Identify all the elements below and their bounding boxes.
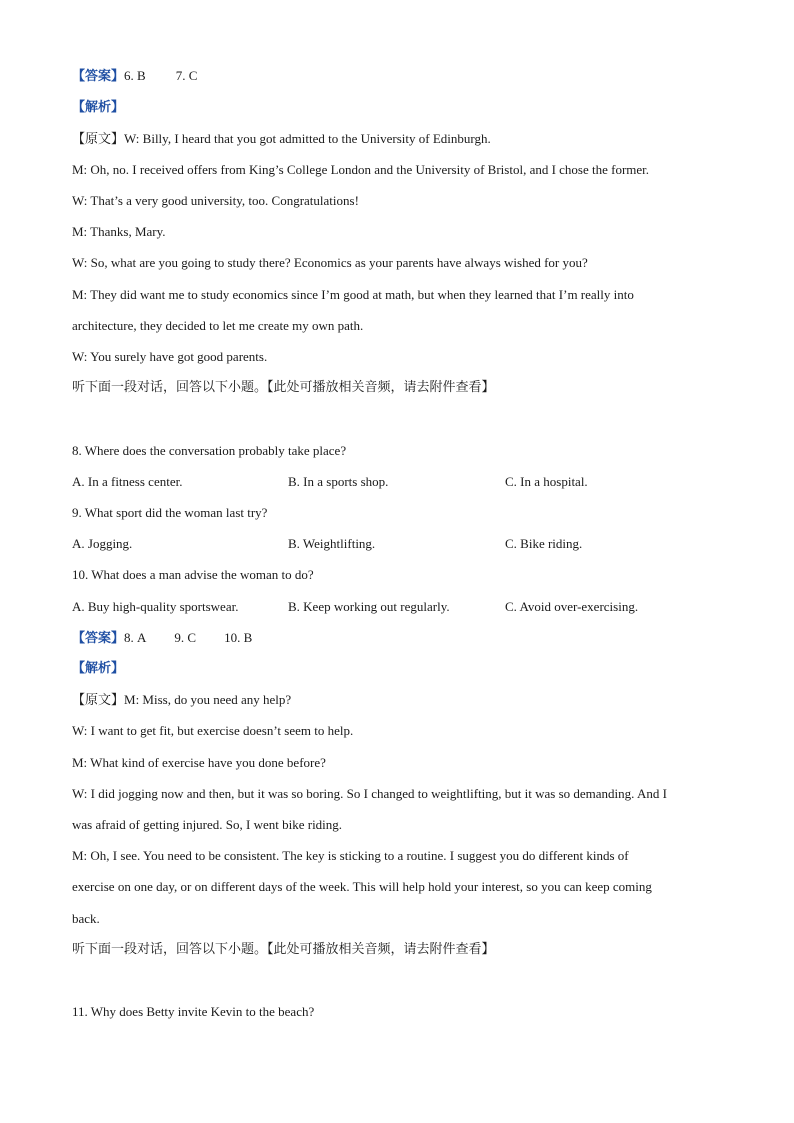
option-a: A. Jogging. xyxy=(72,536,133,551)
option-c: C. In a hospital. xyxy=(505,474,588,489)
analysis-label: 【解析】 xyxy=(72,661,125,676)
transcript-line xyxy=(72,131,491,148)
listening-instruction: 听下面一段对话，回答以下小题。【此处可播放相关音频，请去附件查看】 xyxy=(72,380,495,395)
transcript-line: M: Thanks, Mary. xyxy=(72,224,166,239)
answer-row-6-7 xyxy=(72,68,197,85)
answer-label: 【答案】 xyxy=(72,631,125,646)
transcript-line: architecture, they decided to let me create my own path. xyxy=(72,318,364,333)
option-a: A. In a fitness center. xyxy=(72,474,183,489)
answer-row-8-10 xyxy=(72,630,252,647)
transcript-line: M: Oh, I see. You need to be consistent. The key is sticking to a routine. I suggest you do different kinds of xyxy=(72,848,629,863)
answer-10: 10. B xyxy=(224,630,253,645)
answer-7: 7. C xyxy=(175,68,198,83)
answer-label: 【答案】 xyxy=(72,69,125,84)
answer-6: 6. B xyxy=(124,68,146,83)
transcript-line: W: I want to get fit, but exercise doesn’t seem to help. xyxy=(72,723,354,738)
option-c: C. Avoid over-exercising. xyxy=(505,599,639,614)
question-9-stem: 9. What sport did the woman last try? xyxy=(72,505,268,520)
question-11-stem: 11. Why does Betty invite Kevin to the beach? xyxy=(72,1004,315,1019)
question-10-stem: 10. What does a man advise the woman to do? xyxy=(72,567,314,582)
answer-8: 8. A xyxy=(124,630,147,645)
transcript-line: M: What kind of exercise have you done before? xyxy=(72,755,326,770)
transcript-line: M: They did want me to study economics since I’m good at math, but when they learned that I’m really into xyxy=(72,287,634,302)
transcript-line: W: So, what are you going to study there? Economics as your parents have always wished for you? xyxy=(72,255,588,270)
transcript-line: W: You surely have got good parents. xyxy=(72,349,268,364)
original-label: 【原文】 xyxy=(72,132,125,147)
option-a: A. Buy high-quality sportswear. xyxy=(72,599,239,614)
option-c: C. Bike riding. xyxy=(505,536,583,551)
analysis-label: 【解析】 xyxy=(72,100,125,115)
original-label: 【原文】 xyxy=(72,693,125,708)
transcript-text: M: Miss, do you need any help? xyxy=(124,692,292,707)
transcript-line xyxy=(72,692,291,709)
listening-instruction: 听下面一段对话，回答以下小题。【此处可播放相关音频，请去附件查看】 xyxy=(72,942,495,957)
question-8-stem: 8. Where does the conversation probably take place? xyxy=(72,443,347,458)
answer-9: 9. C xyxy=(174,630,197,645)
option-b: B. Weightlifting. xyxy=(288,536,376,551)
transcript-line: W: I did jogging now and then, but it was so boring. So I changed to weightlifting, but it was so demanding. And I xyxy=(72,786,667,801)
transcript-text: W: Billy, I heard that you got admitted to the University of Edinburgh. xyxy=(124,131,491,146)
transcript-line: W: That’s a very good university, too. Congratulations! xyxy=(72,193,359,208)
transcript-line: was afraid of getting injured. So, I went bike riding. xyxy=(72,817,343,832)
transcript-line: exercise on one day, or on different days of the week. This will help hold your interest, so you can keep coming xyxy=(72,879,652,894)
transcript-line: back. xyxy=(72,911,100,926)
option-b: B. Keep working out regularly. xyxy=(288,599,450,614)
transcript-line: M: Oh, no. I received offers from King’s College London and the University of Bristol, and I chose the former. xyxy=(72,162,650,177)
option-b: B. In a sports shop. xyxy=(288,474,389,489)
